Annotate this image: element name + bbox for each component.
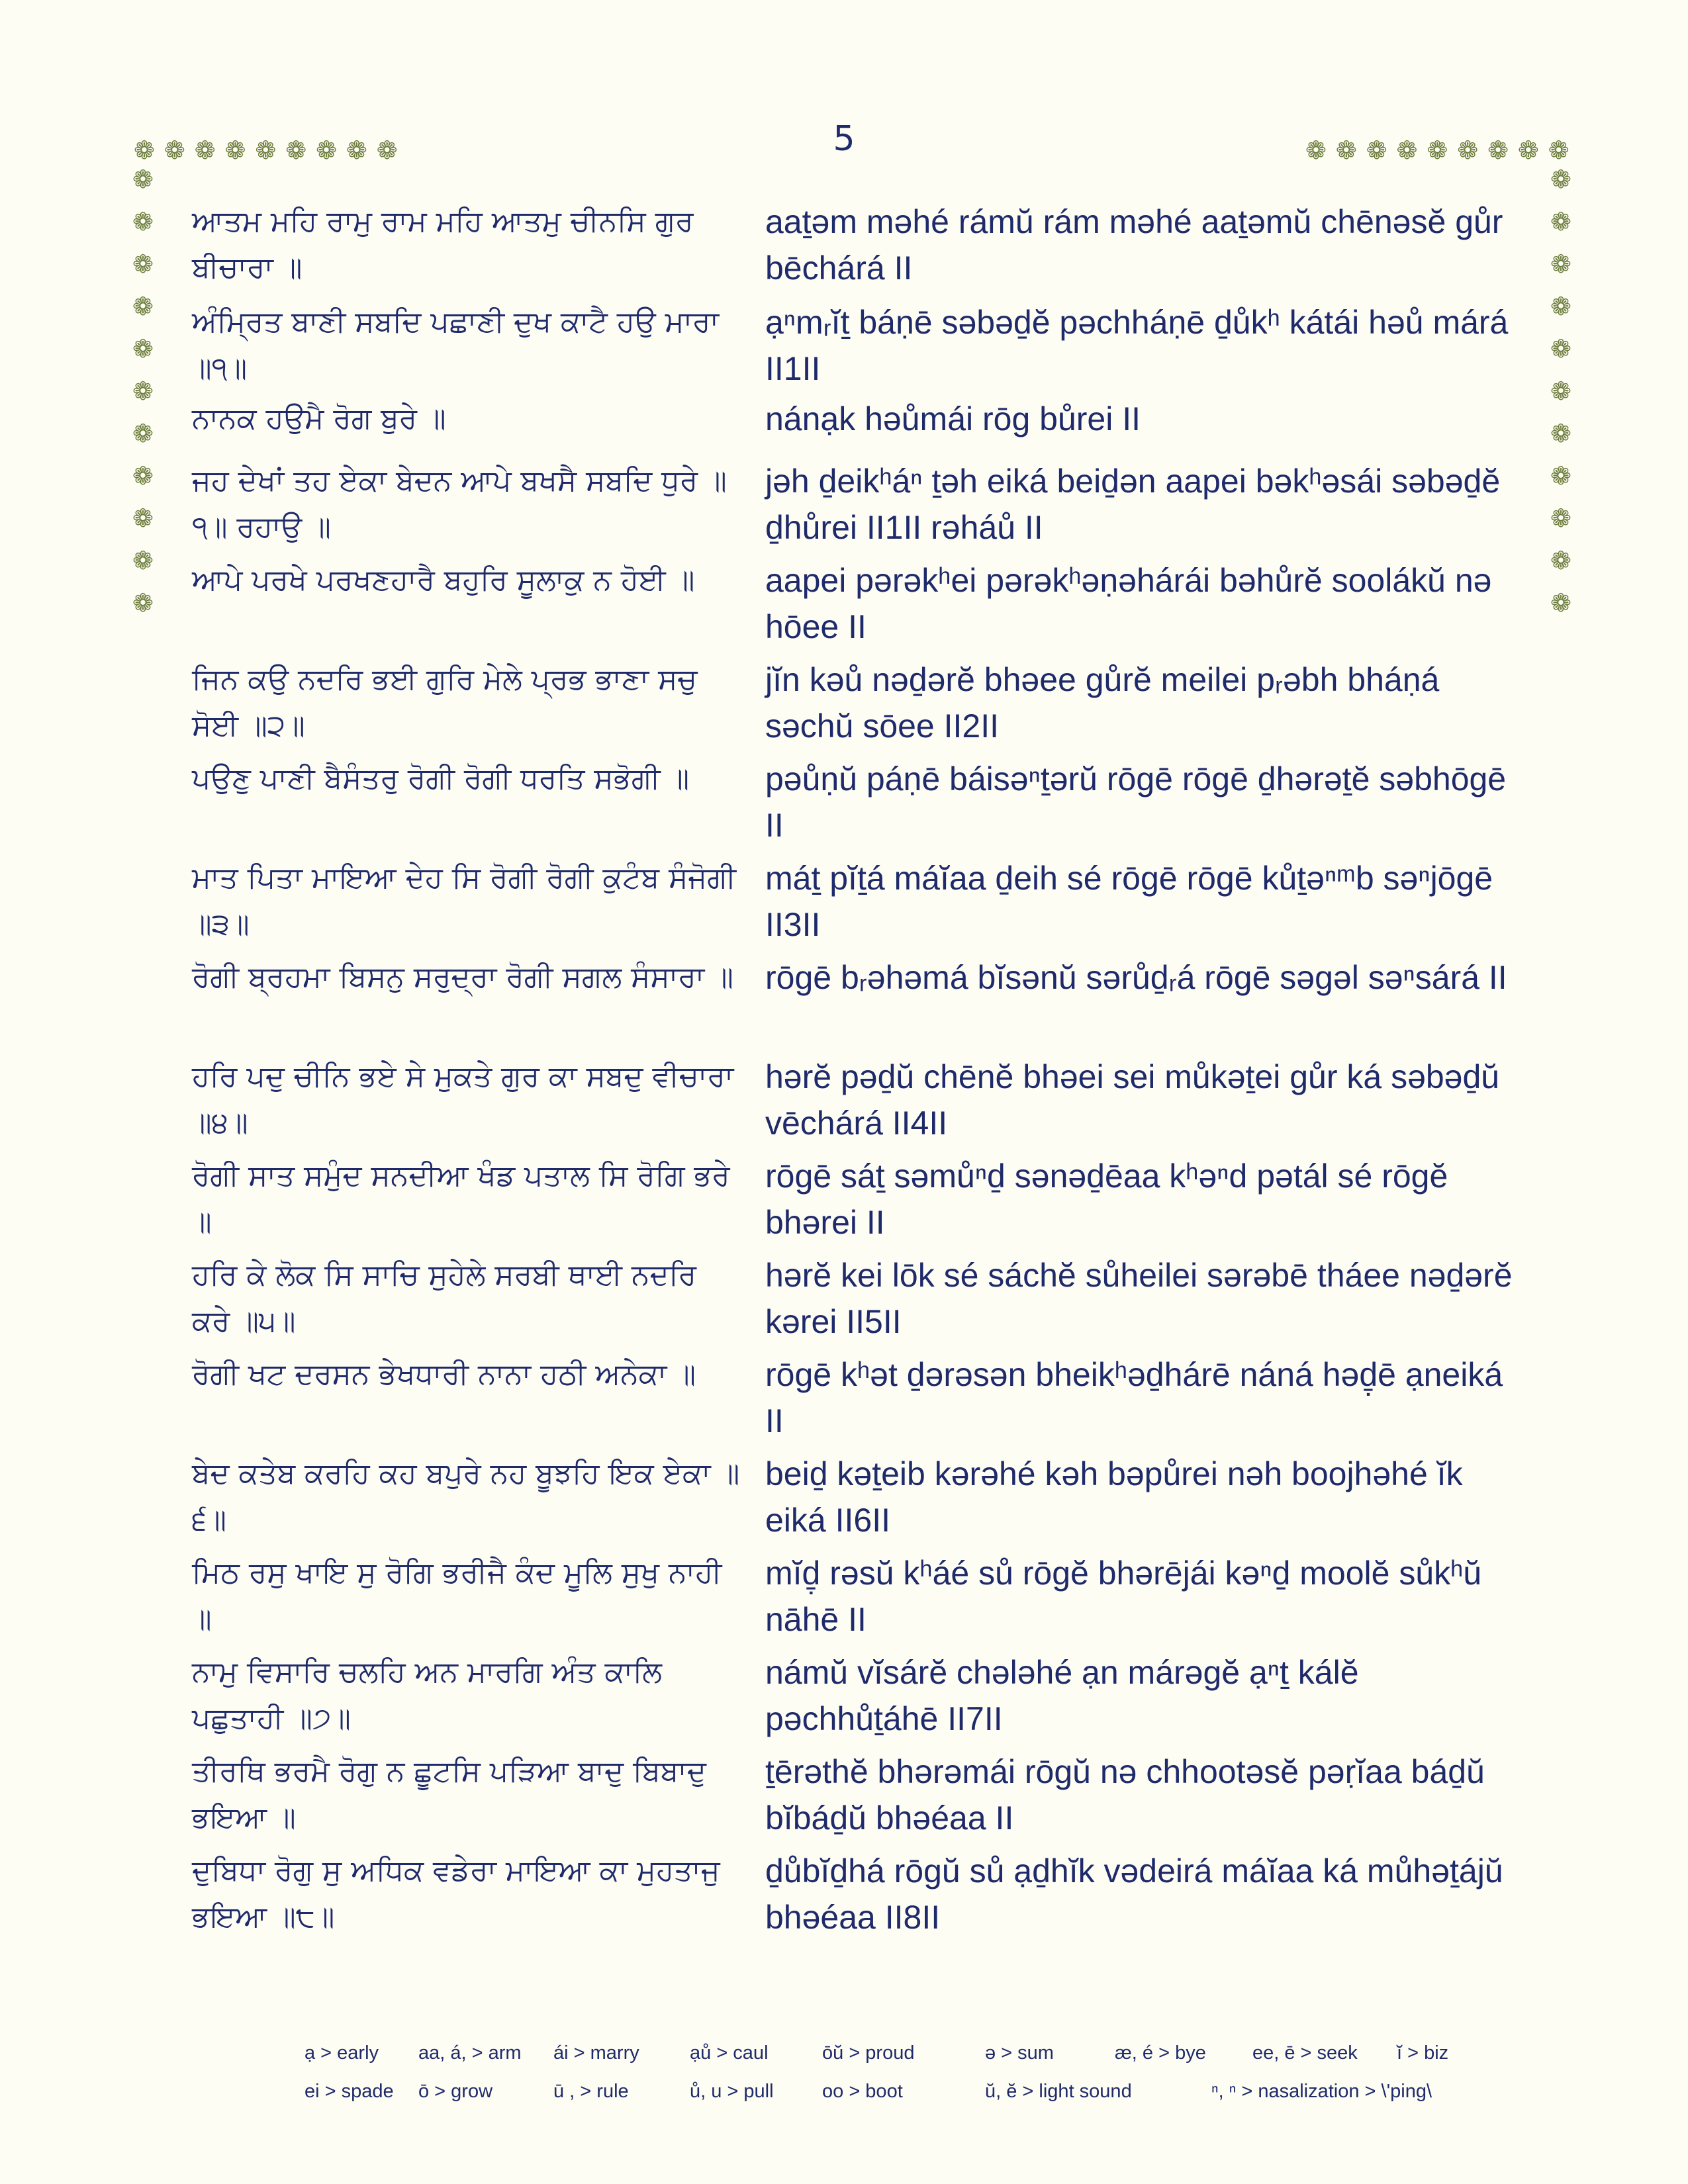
transliteration-verse: ạⁿmᵣĭṯ báṇē səbəḏĕ pəchháṇē ḏůkʰ kátái həů márá II1II (765, 304, 1509, 387)
transliteration-verse: máṯ pĭṯá máĭaa ḏeih sé rōgē rōgē kůṯəⁿᵐb səⁿjōgē II3II (765, 860, 1493, 943)
flower-icon: ❁ (1550, 504, 1571, 533)
gurmukhi-verse: ਜਿਨ ਕਉ ਨਦਰਿ ਭਈ ਗੁਰਿ ਮੇਲੇ ਪ੍ਰਭ ਭਾਣਾ ਸਚੁ ਸੋਈ ॥੨॥ (192, 662, 698, 743)
gurmukhi-verse: ਰੋਗੀ ਸਾਤ ਸਮੁੰਦ ਸਨਦੀਆ ਖੰਡ ਪਤਾਲ ਸਿ ਰੋਗਿ ਭਰੇ ॥ (192, 1159, 730, 1239)
flower-icon: ❁ (132, 334, 154, 363)
flower-icon: ❁ (1427, 136, 1448, 165)
flower-icon: ❁ (194, 136, 216, 165)
transliteration-verse: rōgē kʰət ḏərəsən bheikʰəḏhárē náná həḏ̣ē ạneiká II (765, 1356, 1503, 1439)
transliteration-verse: ṯērəthĕ bhərəmái rōgŭ nə chhootəsĕ pəṛĭaa báḏŭ bĭbáḏŭ bhəéaa II (765, 1753, 1485, 1837)
legend-item: ŭ, ĕ > light sound (985, 2081, 1132, 2102)
flower-icon: ❁ (132, 588, 154, 617)
gurmukhi-verse: ਰੋਗੀ ਖਟ ਦਰਸਨ ਭੇਖਧਾਰੀ ਨਾਨਾ ਹਠੀ ਅਨੇਕਾ ॥ (192, 1357, 696, 1391)
legend-item: ō > grow (418, 2081, 493, 2102)
transliteration-verse: nánạk həůmái rōg bůrei II (765, 400, 1141, 437)
flower-icon: ❁ (285, 136, 307, 165)
legend-item: ái > marry (553, 2042, 639, 2064)
legend-item: ee, ē > seek (1252, 2042, 1358, 2064)
gurmukhi-verse: ਤੀਰਥਿ ਭਰਮੈ ਰੋਗੁ ਨ ਛੂਟਸਿ ਪੜਿਆ ਬਾਦੁ ਬਿਬਾਦੁ ਭਇਆ ॥ (192, 1754, 706, 1835)
flower-icon: ❁ (1366, 136, 1387, 165)
flower-icon: ❁ (132, 546, 154, 575)
flower-icon: ❁ (132, 461, 154, 490)
flower-icon: ❁ (1457, 136, 1479, 165)
flower-icon: ❁ (1305, 136, 1327, 165)
flower-icon: ❁ (132, 250, 154, 279)
flower-icon: ❁ (1550, 461, 1571, 490)
flower-icon: ❁ (224, 136, 246, 165)
flower-icon: ❁ (1487, 136, 1509, 165)
transliteration-verse: aapei pərəkʰei pərəkʰəṇəhárái bəhůrĕ soolákŭ nə hōee II (765, 562, 1492, 645)
flower-icon: ❁ (1335, 136, 1357, 165)
transliteration-verse: ḏůbĭḏhá rōgŭ sů ạḏhĭk vədeirá máĭaa ká můhəṯájŭ bhəéaa II8II (765, 1852, 1503, 1936)
legend-item: æ, é > bye (1115, 2042, 1206, 2064)
gurmukhi-verse: ਮਿਠ ਰਸੁ ਖਾਇ ਸੁ ਰੋਗਿ ਭਰੀਜੈ ਕੰਦ ਮੂਲਿ ਸੁਖੁ ਨਾਹੀ ॥ (192, 1556, 722, 1636)
flower-icon: ❁ (1550, 250, 1571, 279)
gurmukhi-verse: ਮਾਤ ਪਿਤਾ ਮਾਇਆ ਦੇਹ ਸਿ ਰੋਗੀ ਰੋਗੀ ਕੁਟੰਬ ਸੰਜੋਗੀ ॥੩॥ (192, 861, 737, 941)
legend-item: ū , > rule (553, 2081, 629, 2102)
legend-item: aa, á, > arm (418, 2042, 522, 2064)
legend-item: ů, u > pull (690, 2081, 774, 2102)
legend-item: ⁿ, ⁿ > nasalization > \'ping\ (1211, 2081, 1432, 2102)
flower-icon: ❁ (132, 377, 154, 406)
legend-item: ei > spade (305, 2081, 394, 2102)
gurmukhi-verse: ਰੋਗੀ ਬ੍ਰਹਮਾ ਬਿਸਨੁ ਸਰੁਦ੍ਰਾ ਰੋਗੀ ਸਗਲ ਸੰਸਾਰਾ ॥ (192, 960, 733, 994)
legend-item: ĭ > biz (1397, 2042, 1449, 2064)
flower-icon: ❁ (1550, 292, 1571, 321)
flower-icon: ❁ (1550, 334, 1571, 363)
transliteration-verse: jĭn kəů nəḏərĕ bhəee gůrĕ meilei pᵣəbh bháṇá səchŭ sōee II2II (765, 661, 1440, 745)
gurmukhi-verse: ਅੰਮ੍ਰਿਤ ਬਾਣੀ ਸਬਦਿ ਪਛਾਣੀ ਦੁਖ ਕਾਟੈ ਹਉ ਮਾਰਾ ॥੧॥ (192, 305, 720, 385)
gurmukhi-verse: ਹਰਿ ਕੇ ਲੋਕ ਸਿ ਸਾਚਿ ਸੁਹੇਲੇ ਸਰਬੀ ਥਾਈ ਨਦਰਿ ਕਰੇ ॥੫॥ (192, 1258, 697, 1338)
transliteration-verse: námŭ vĭsárĕ chələhé ạn márəgĕ ạⁿṯ kálĕ pəchhůṯáhē II7II (765, 1654, 1359, 1737)
flower-icon: ❁ (134, 136, 155, 165)
legend-item: ə > sum (985, 2042, 1054, 2064)
flower-icon: ❁ (164, 136, 185, 165)
flower-icon: ❁ (1550, 207, 1571, 236)
flower-icon: ❁ (132, 419, 154, 448)
flower-icon: ❁ (132, 165, 154, 194)
flower-icon: ❁ (376, 136, 398, 165)
flower-icon: ❁ (1550, 165, 1571, 194)
gurmukhi-verse: ਜਹ ਦੇਖਾਂ ਤਹ ਏਕਾ ਬੇਦਨ ਆਪੇ ਬਖਸੈ ਸਬਦਿ ਧੁਰੇ ॥੧॥ ਰਹਾਉ ॥ (192, 464, 727, 544)
gurmukhi-verse: ਹਰਿ ਪਦੁ ਚੀਨਿ ਭਏ ਸੇ ਮੁਕਤੇ ਗੁਰ ਕਾ ਸਬਦੁ ਵੀਚਾਰਾ ॥੪॥ (192, 1060, 734, 1140)
flower-icon: ❁ (1550, 377, 1571, 406)
page-number: 5 (833, 119, 855, 159)
gurmukhi-verse: ਆਤਮ ਮਹਿ ਰਾਮੁ ਰਾਮ ਮਹਿ ਆਤਮੁ ਚੀਨਸਿ ਗੁਰ ਬੀਚਾਰਾ ॥ (192, 205, 694, 285)
legend-item: oo > boot (822, 2081, 903, 2102)
legend-item: ạů > caul (690, 2042, 769, 2064)
gurmukhi-verse: ਪਉਣੁ ਪਾਣੀ ਬੈਸੰਤਰੁ ਰੋਗੀ ਰੋਗੀ ਧਰਤਿ ਸਭੋਗੀ ॥ (192, 762, 690, 796)
transliteration-verse: beiḏ kəṯeib kərəhé kəh bəpůrei nəh boojhəhé ĭk eiká II6II (765, 1455, 1463, 1539)
transliteration-verse: rōgē bᵣəhəmá bĭsənŭ sərůḏᵣá rōgē səgəl səⁿsárá II (765, 959, 1507, 996)
flower-icon: ❁ (1396, 136, 1418, 165)
flower-icon: ❁ (316, 136, 337, 165)
gurmukhi-verse: ਬੇਦ ਕਤੇਬ ਕਰਹਿ ਕਹ ਬਪੁਰੇ ਨਹ ਬੂਝਹਿ ਇਕ ਏਕਾ ॥੬॥ (192, 1457, 740, 1537)
flower-icon: ❁ (1517, 136, 1539, 165)
transliteration-verse: aaṯəm məhé rámŭ rám məhé aaṯəmŭ chēnəsĕ gůr bēchárá II (765, 203, 1503, 287)
flower-icon: ❁ (346, 136, 367, 165)
transliteration-verse: hərĕ kei lōk sé sáchĕ sůheilei sərəbē tháee nəḏərĕ kərei II5II (765, 1257, 1513, 1340)
flower-icon: ❁ (1548, 136, 1570, 165)
gurmukhi-verse: ਨਾਨਕ ਹਉਮੈ ਰੋਗ ਬੁਰੇ ॥ (192, 402, 446, 435)
transliteration-verse: pəůṇŭ páṇē báisəⁿṯərŭ rōgē rōgē ḏhərəṯĕ səbhōgē II (765, 760, 1507, 844)
flower-icon: ❁ (1550, 546, 1571, 575)
flower-icon: ❁ (255, 136, 277, 165)
gurmukhi-verse: ਆਪੇ ਪਰਖੇ ਪਰਖਣਹਾਰੈ ਬਹੁਰਿ ਸੂਲਾਕੁ ਨ ਹੋਈ ॥ (192, 563, 695, 597)
legend-item: ạ > early (305, 2042, 379, 2064)
transliteration-verse: jəh ḏeikʰáⁿ ṯəh eiká beiḏən aapei bəkʰəsái səbəḏĕ ḏhůrei II1II rəháů II (765, 463, 1501, 546)
flower-icon: ❁ (1550, 419, 1571, 448)
flower-icon: ❁ (1550, 588, 1571, 617)
flower-icon: ❁ (132, 292, 154, 321)
flower-icon: ❁ (132, 207, 154, 236)
flower-icon: ❁ (132, 504, 154, 533)
legend-item: ōŭ > proud (822, 2042, 915, 2064)
transliteration-verse: mĭḏ̣ rəsŭ kʰáé sů rōgĕ bhərējái kəⁿḏ moolĕ sůkʰŭ nāhē II (765, 1555, 1482, 1638)
transliteration-verse: rōgē sáṯ səmůⁿḏ sənəḏēaa kʰəⁿd pətál sé rōgĕ bhərei II (765, 1158, 1448, 1241)
gurmukhi-verse: ਨਾਮੁ ਵਿਸਾਰਿ ਚਲਹਿ ਅਨ ਮਾਰਗਿ ਅੰਤ ਕਾਲਿ ਪਛੁਤਾਹੀ ॥੭॥ (192, 1655, 663, 1735)
gurmukhi-verse: ਦੁਬਿਧਾ ਰੋਗੁ ਸੁ ਅਧਿਕ ਵਡੇਰਾ ਮਾਇਆ ਕਾ ਮੁਹਤਾਜੁ ਭਇਆ ॥੮॥ (192, 1854, 720, 1934)
transliteration-verse: hərĕ pəḏŭ chēnĕ bhəei sei můkəṯei gůr ká səbəḏŭ vēchárá II4II (765, 1058, 1500, 1142)
